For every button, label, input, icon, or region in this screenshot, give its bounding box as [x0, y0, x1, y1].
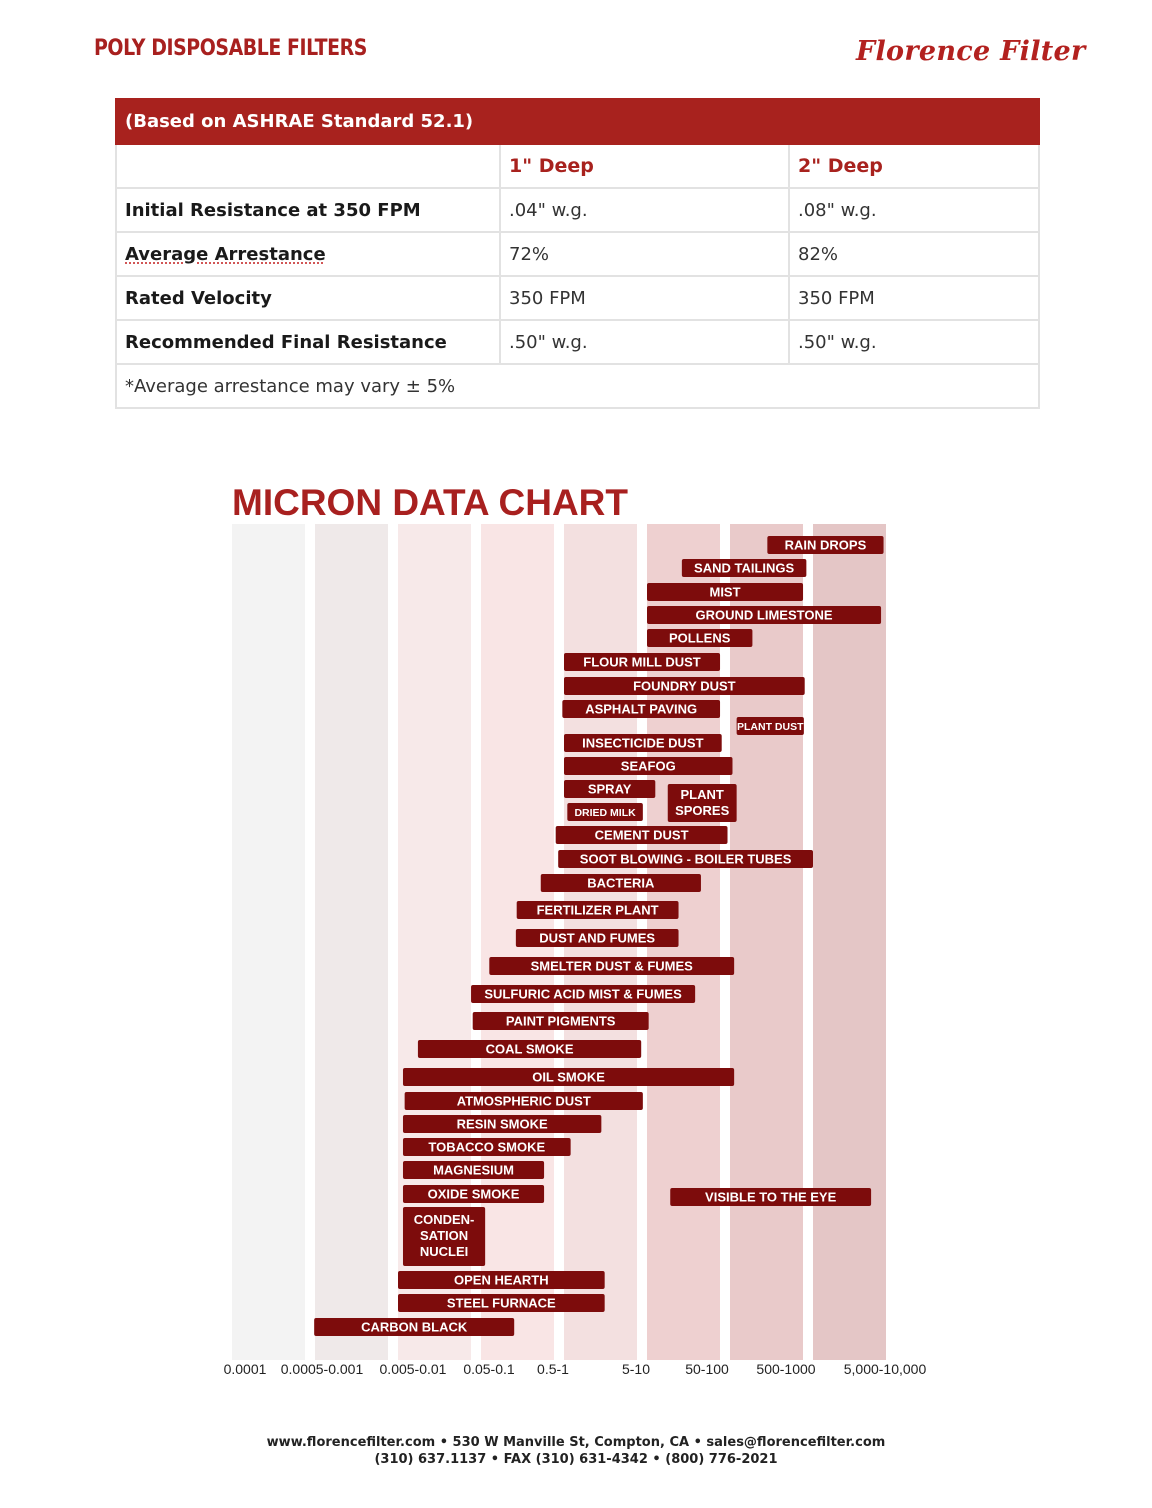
bar-label-oxide-smoke: OXIDE SMOKE	[427, 1186, 520, 1202]
cell-value: .04" w.g.	[500, 188, 789, 232]
bar-label-ground-limestone: GROUND LIMESTONE	[695, 607, 833, 623]
column-header-2in: 2" Deep	[789, 144, 1039, 188]
band-1	[232, 524, 305, 1360]
band-8	[813, 524, 886, 1360]
band-2	[315, 524, 388, 1360]
footer-contact-line: www.florencefilter.com • 530 W Manville St, Compton, CA • sales@florencefilter.com	[266, 1435, 886, 1450]
x-tick-label: 5,000-10,000	[843, 1361, 927, 1377]
bar-label-soot-blowing-boiler-tubes: SOOT BLOWING - BOILER TUBES	[579, 851, 792, 867]
row-label-initial-resistance: Initial Resistance at 350 FPM	[116, 188, 500, 232]
bar-label-resin-smoke: RESIN SMOKE	[456, 1116, 548, 1132]
bar-label-sand-tailings: SAND TAILINGS	[694, 560, 795, 576]
row-label-text: Average Arrestance	[125, 243, 326, 265]
bar-label-tobacco-smoke: TOBACCO SMOKE	[428, 1139, 546, 1155]
bar-label-open-hearth: OPEN HEARTH	[454, 1272, 549, 1288]
x-tick-label: 5-10	[621, 1361, 651, 1377]
chart-title: MICRON DATA CHART	[232, 482, 628, 523]
bar-label-paint-pigments: PAINT PIGMENTS	[505, 1013, 616, 1029]
bar-label-foundry-dust: FOUNDRY DUST	[633, 678, 736, 694]
footer-phone-line: (310) 637.1137 • FAX (310) 631-4342 • (800) 776-2021	[374, 1452, 778, 1467]
cell-value: 350 FPM	[789, 276, 1039, 320]
spec-table-caption: (Based on ASHRAE Standard 52.1)	[116, 99, 1039, 144]
x-tick-label: 0.005-0.01	[379, 1361, 447, 1377]
x-tick-label: 50-100	[685, 1361, 729, 1377]
document-title: POLY DISPOSABLE FILTERS	[94, 36, 367, 61]
bar-label-asphalt-paving: ASPHALT PAVING	[585, 701, 698, 717]
bar-label-seafog: SEAFOG	[620, 758, 676, 774]
cell-value: 82%	[789, 232, 1039, 276]
cell-value: .50" w.g.	[789, 320, 1039, 364]
bar-label-dust-and-fumes: DUST AND FUMES	[539, 930, 656, 946]
bar-label-spray: SPRAY	[587, 781, 632, 797]
bar-label-rain-drops: RAIN DROPS	[784, 537, 867, 553]
band-7	[730, 524, 803, 1360]
bar-label-plant-spores: PLANT SPORES	[675, 787, 730, 818]
footer	[0, 1434, 1152, 1468]
x-tick-label: 0.0005-0.001	[280, 1361, 364, 1377]
bar-label-carbon-black: CARBON BLACK	[361, 1319, 468, 1335]
x-tick-label: 0.05-0.1	[463, 1361, 515, 1377]
bar-label-oil-smoke: OIL SMOKE	[532, 1069, 605, 1085]
arrestance-note: *Average arrestance may vary ± 5%	[116, 364, 1039, 408]
cell-value: .08" w.g.	[789, 188, 1039, 232]
bar-label-cement-dust: CEMENT DUST	[594, 827, 689, 843]
row-label-rated-velocity: Rated Velocity	[116, 276, 500, 320]
bar-label-smelter-dust-fumes: SMELTER DUST & FUMES	[530, 958, 693, 974]
bar-label-coal-smoke: COAL SMOKE	[485, 1041, 574, 1057]
row-label-final-resistance: Recommended Final Resistance	[116, 320, 500, 364]
column-header-1in: 1" Deep	[500, 144, 789, 188]
bar-label-steel-furnace: STEEL FURNACE	[446, 1295, 556, 1311]
bar-label-visible-to-the-eye: VISIBLE TO THE EYE	[705, 1189, 837, 1205]
cell-value: 72%	[500, 232, 789, 276]
x-tick-label: 500-1000	[756, 1361, 816, 1377]
bar-label-atmospheric-dust: ATMOSPHERIC DUST	[456, 1093, 591, 1109]
bar-label-bacteria: BACTERIA	[587, 875, 655, 891]
bar-label-magnesium: MAGNESIUM	[433, 1162, 514, 1178]
bar-label-dried-milk: DRIED MILK	[574, 806, 636, 819]
bar-label-mist: MIST	[709, 584, 741, 600]
bar-label-plant-dust: PLANT DUST	[737, 720, 804, 733]
bar-label-pollens: POLLENS	[669, 630, 731, 646]
bar-label-fertilizer-plant: FERTILIZER PLANT	[536, 902, 659, 918]
bar-label-sulfuric-acid-mist-fumes: SULFURIC ACID MIST & FUMES	[484, 986, 682, 1002]
florence-filter-logo: Florence Filter	[856, 36, 1086, 67]
bar-label-insecticide-dust: INSECTICIDE DUST	[582, 735, 704, 751]
cell-value: .50" w.g.	[500, 320, 789, 364]
bar-label-flour-mill-dust: FLOUR MILL DUST	[583, 654, 701, 670]
x-tick-label: 0.5-1	[537, 1361, 569, 1377]
bar-label-conden-sation-nuclei: CONDEN-SATION NUCLEI	[413, 1212, 475, 1259]
x-tick-label: 0.0001	[223, 1361, 267, 1377]
cell-value: 350 FPM	[500, 276, 789, 320]
